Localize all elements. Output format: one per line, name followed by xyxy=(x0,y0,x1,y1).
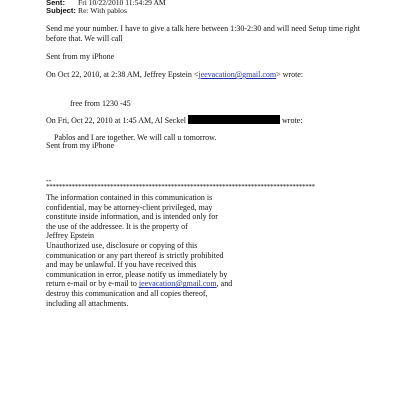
disclaimer-line: confidential, may be attorney-client privileged, may xyxy=(46,202,213,212)
quote-header-1: On Oct 22, 2010, at 2:38 AM, Jeffrey Epstein <jeevacation@gmail.com> wrote: xyxy=(46,70,304,79)
sent-label: Sent: xyxy=(46,0,65,7)
free-from-line: free from 1230 -45 xyxy=(70,99,131,108)
disclaimer-line: the use of the addressee. It is the property of xyxy=(46,221,188,231)
disclaimer-block xyxy=(46,193,232,308)
subject-value: Re: With pablos xyxy=(78,6,127,15)
email-link-1[interactable]: jeevacation@gmail.com xyxy=(198,70,277,79)
disclaimer-line: communication or any part thereof is strictly prohibited xyxy=(46,250,224,260)
disclaimer-line: including all attachments. xyxy=(46,298,129,308)
pablos-line: Pablos and I are together. We will call u tomorrow. xyxy=(54,133,217,142)
sent-value: Fri 10/22/2010 11:54:29 AM xyxy=(78,0,166,7)
reply-line-2: before that. We will call xyxy=(46,33,123,43)
reply-line-1: Send me your number. I have to give a talk here between 1:30-2:30 and will need Setup time right xyxy=(46,24,360,33)
disclaimer-line: communication in error, please notify us immediately by xyxy=(46,269,228,279)
disclaimer-line: and may be unlawful. If you have received this xyxy=(46,260,197,270)
disclaimer-line: The information contained in this communication is xyxy=(46,193,213,202)
sent-from-iphone-1: Sent from my iPhone xyxy=(46,52,115,61)
email-link-2[interactable]: jeevacation@gmail.com xyxy=(138,279,217,289)
disclaimer-line: return e-mail or by e-mail to jeevacation@gmail.com, and xyxy=(46,279,233,289)
star-divider: ************************************************************************************ xyxy=(46,183,315,191)
disclaimer-line: Jeffrey Epstein xyxy=(46,231,95,241)
subject-label: Subject: xyxy=(46,6,76,15)
disclaimer-line: Unauthorized use, disclosure or copying of this xyxy=(46,240,198,250)
sent-from-iphone-2: Sent from my iPhone xyxy=(46,141,115,150)
quote-header-2: On Fri, Oct 22, 2010 at 1:45 AM, Al Seckel wrote: xyxy=(46,116,303,125)
reply-paragraph xyxy=(46,24,360,43)
disclaimer-line: destroy this communication and all copies thereof, xyxy=(46,288,208,298)
signature-dashes: -- xyxy=(46,176,52,185)
redaction-bar xyxy=(188,115,280,124)
subject-row xyxy=(46,6,127,15)
disclaimer-line: constitute inside information, and is intended only for xyxy=(46,212,218,222)
